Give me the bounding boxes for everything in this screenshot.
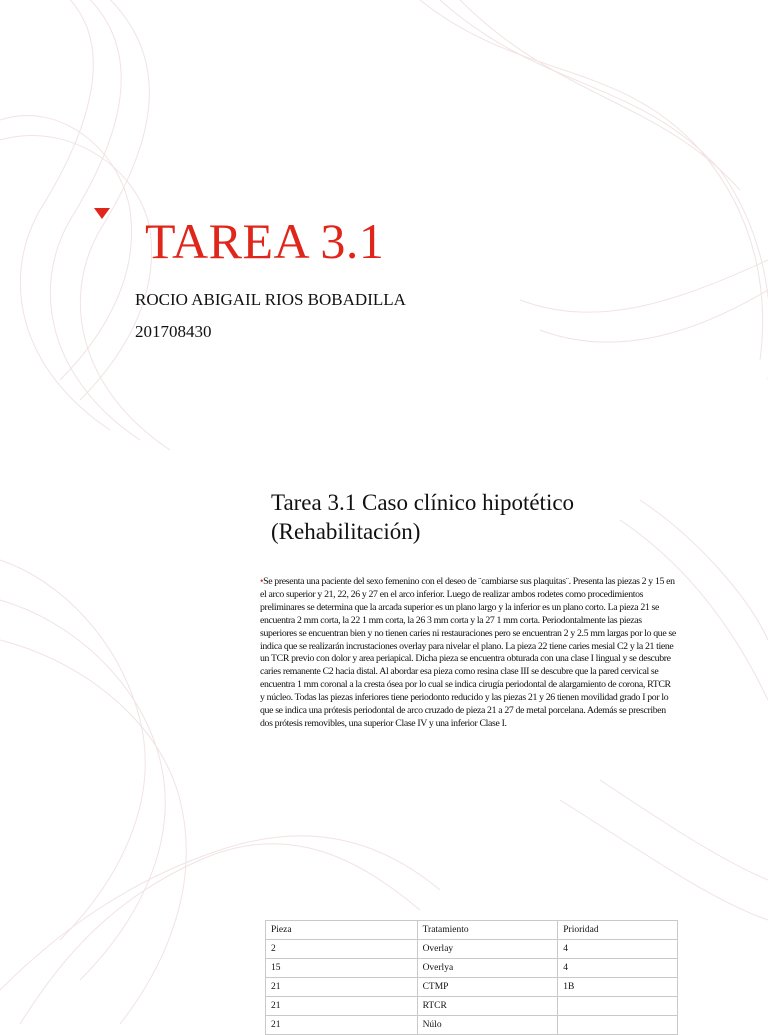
cell-tratamiento: Overlya [417,959,558,978]
cell-tratamiento: RTCR [417,997,558,1016]
table-header-row [266,921,678,940]
treatment-plan-table [265,920,678,1035]
cell-prioridad: 4 [558,959,678,978]
cell-pieza: 21 [266,1016,418,1035]
table-row [266,1016,678,1035]
table-row [266,940,678,959]
cell-tratamiento: Núlo [417,1016,558,1035]
case-title-line2: (Rehabilitación) [271,519,421,544]
cell-pieza: 21 [266,978,418,997]
cell-prioridad [558,997,678,1016]
cell-tratamiento: Overlay [417,940,558,959]
header-pieza: Pieza [266,921,418,940]
case-title [271,488,671,546]
table-row [266,978,678,997]
case-title-line1: Tarea 3.1 Caso clínico hipotético [271,490,575,515]
slide-title: TAREA 3.1 [145,213,385,269]
table-row [266,959,678,978]
header-tratamiento: Tratamiento [417,921,558,940]
author-name: ROCIO ABIGAIL RIOS BOBADILLA [135,290,406,309]
cell-pieza: 15 [266,959,418,978]
cell-tratamiento: CTMP [417,978,558,997]
bullet-marker: • [260,576,264,587]
cell-prioridad [558,1016,678,1035]
case-description [260,576,676,731]
header-prioridad: Prioridad [558,921,678,940]
table-row [266,997,678,1016]
cell-pieza: 21 [266,997,418,1016]
case-description-text: Se presenta una paciente del sexo femenino con el deseo de ¨cambiarse sus plaquitas¨. Presenta las piezas 2 y 15 en el arco superior y 21, 22, 26 y 27 en el arco inferior. Luego de realizar ambos rodetes como procedimientos preliminares se determina que la arcada superior es un plano largo y la inferior es un plano corto. La pieza 21 se encuentra 2 mm corta, la 22 1 mm corta, la 26 3 mm corta y la 27 1 mm corta. Periodontalmente las piezas superiores se encuentran bien y no tienen caries ni restauraciones pero se encuentran 2 y 2.5 mm largas por lo que se indica que se realizarán incrustaciones overlay para nivelar el plano. La pieza 22 tiene caries mesial C2 y la 21 tiene un TCR previo con dolor y area periapical. Dicha pieza se encuentra obturada con una clase I lingual y se descubre caries remanente C2 hacia distal. Al abordar esa pieza como resina clase III se descubre que la pared cervical se encuentra 1 mm coronal a la cresta ósea por lo cual se indica cirugía periodontal de alargamiento de corona, RTCR y núcleo. Todas las piezas inferiores tiene periodonto reducido y las piezas 21 y 26 tienen movilidad grado I por lo que se indica una prótesis periodontal de arco cruzado de pieza 21 a 27 de metal porcelana. Además se prescriben dos prótesis removibles, una superior Clase IV y una inferior Clase I. [260,576,676,729]
cell-prioridad: 4 [558,940,678,959]
cell-prioridad: 1B [558,978,678,997]
cell-pieza: 2 [266,940,418,959]
title-bullet-marker [94,208,110,219]
student-id: 201708430 [135,322,212,341]
